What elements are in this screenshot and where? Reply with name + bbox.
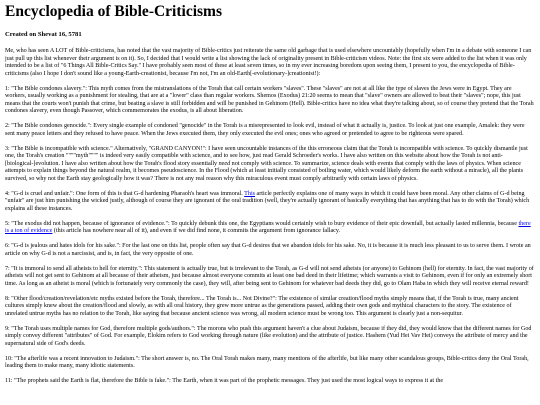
list-item-1: 1: "The Bible condones slavery.": This myth comes from the mistranslations of the Torah that call certain workers "slaves". These "slaves" are not at all like the type of slaves the Jews were in Egypt. They are workers, usually working as a punishment for stealing, that are at a "lower" class than regular workers. Shemos (Exodus) 21:20 seems to mean that "slave" owners are allowed to beat their "slaves"; nope, this just means that the courts won't punish that crime, but beating a slave is still forbidden and will be punished in Gehinom (Hell). Bible-critics have no idea what they're talking about, so of course they pretend that the Torah condones slavery, even though Passover, which commemorates the exodus, is all about liberation. xyxy=(5,85,534,114)
item-3-text-b: not comply with science. To summarize, science deals with events that comply with the laws of physics. When science attempts to explain things beyond the natural realm, it becomes pseudoscience. In the Flood (which at least initially consisted of boiling water, which would likely deform the earth without a miracle), all the plants survived, so why not the Earth stay geologically how it was? There is not any real reason why this miraculous event must comply arbitrarily with certain laws of physics. xyxy=(5,160,524,182)
item-5-text-b: (this article has nowhere near all of it), and even if we did find none, it commits the argument from ignorance fallacy. xyxy=(52,228,341,234)
page-title: Encyclopedia of Bible-Criticisms xyxy=(5,3,222,20)
this-article-link[interactable]: This xyxy=(244,190,256,197)
list-item-9: 9: "The Torah uses multiple names for God, therefore multiple gods/authors.": The morons who push this argument haven't a clue about Judaism, because if they did, they would know that the different names for God simply convey different "attributes" of God. For example, Elokim refers to God working through nature (like evolution) and the attribute of justice. Hashem (Yud Hei Vav Hei) conveys the attribute of mercy and the supernatural side of God's deeds. xyxy=(5,325,532,347)
list-item-6: 6: "G-d is jealous and hates idols for his sake.": For the last one on this list, people often say that G-d desires that we abandon idols for his sake. No, it is because it is much less pleasant to us to serve them. I wrote an article on why G-d is not a narcissist, and is, in fact, the very opposite of one. xyxy=(5,243,531,257)
list-item-7: 7: "It is immoral to send all atheists to hell for eternity.": This statement is actually true, but is irrelevant to the Torah, as G-d will not send atheists (or anyone) to Gehinom (hell) for eternity. In fact, the vast majority of atheists will not get sent to Gehinom at all because of their atheism, just because almost everyone commits at least one bad deed in their lifetime; which warrants a visit to Gehinom, even if for only an extremely short time. As long as an atheist is moral (which is fortunately very commonly the case), they will, after being sent to Gehinom for whatever bad deeds they did, go to Olam Haba in which they will receive eternal reward! xyxy=(5,265,534,287)
item-3-text-a: 3: "The Bible is incompatible with science." Alternatively, "GRAND CANYON!": I have seen uncountable instances of the this erroneous claim that the Torah is incompatible with science. To quickly dismantle just one, the Torah's creation """"myth"""" is indeed very easily compatible with science, and to see how, just read Gerald Schroeder's works. I have also written on this website about how the Torah is not anti-[biological-]evolution. I have also written about how the Torah's flood story essentially xyxy=(5,145,528,167)
created-date: Created on Shevat 16, 5781 xyxy=(5,31,82,38)
list-item-8: 8: "Other flood/creation/revelation/etc myths existed before the Torah, therefore... The Torah is... Not Divine?": The existence of similar creation/flood myths simply means that, if the Torah is true, many ancient cultures simply knew about the creation/flood and slowly, as with all oral history, they grew more untrue as the generations passed, adding their own gods and mythical characters to the story. The existence of unrelated untrue myths has no relation to the Torah, like saying that because ancient science was wrong, all modern science must be wrong too. This argument is clearly just a non-sequitur. xyxy=(5,295,519,317)
item-4-text-b: article perfectly explains one of many ways in which it could have been moral. Any other claims of G-d being "unfair" are just him punishing the wicked justly, although of course they are ignorant of the oral tradition (well, they're actually ignorant of basically everything that has anything that has to do with the Torah) which explains all these instances. xyxy=(5,190,530,212)
list-item-4 xyxy=(5,191,534,214)
list-item-11: 11: "The prophets said the Earth is flat, therefore the Bible is fake.": The Earth, when it was part of the prophetic messages. They just used the most logical ways to express it at the xyxy=(5,378,444,384)
evidence-link[interactable]: there is a ton of evidence xyxy=(5,220,531,234)
list-item-10: 10: "The afterlife was a recent innovation to Judaism.": The short answer is, no. The Oral Torah makes many, many mentions of the afterlife, but like many other scandalous groups, Bible-critics deny the Oral Torah, leading them to make many, many idiotic statements. xyxy=(5,355,529,369)
intro-paragraph: Me, who has seen A LOT of Bible-criticisms, has noted that the vast majority of Bible-critics just reiterate the same old garbage that is used elsewhere uncountably (hopefully when I'm in a debate with someone I can just pull up this list whenever their argument is on it). So, I decided that I would write a list showing the lack of originality present in Bible-criticism videos. Note: the first six were added to the list when it was only intended to be a list of "6 Things All Bible-Critics Say." I have probably seen most of these at least seven times, so in my ever increasing boredom upon seeing them, I present to you, the encyclopedia of Bible-criticisms (also I hope I don't sound like a young-Earth-creationist, because I'm not, I'm an old-Earth[-evolutionary-]creationist!): xyxy=(5,48,532,77)
list-item-2: 2: "The Bible condones genocide.": Every single example of condoned "genocide" in the Torah is a misrepresented to look evil, instead of what it actually is, justice. To look at just one example, Amalek: they were sent many peace letters and they refused to have peace. When the Jews executed them, they only executed the evil ones; ones who agreed or pretended to agree to be righteous were spared. xyxy=(5,123,525,137)
list-item-3 xyxy=(5,146,534,184)
item-5-text-a: 5: "The exodus did not happen, because of ignorance of evidence.": To quickly debunk this one, the Egyptians would certainly wish to bury evidence of their epic downfall, but actually lasted millennia, because xyxy=(5,220,519,227)
item-3-emphasis: need xyxy=(218,160,231,167)
list-item-5 xyxy=(5,221,534,236)
item-4-text-a: 4: "G-d is cruel and unfair.": One form of this is that G-d hardening Pharaoh's heart was immoral. xyxy=(5,190,245,197)
